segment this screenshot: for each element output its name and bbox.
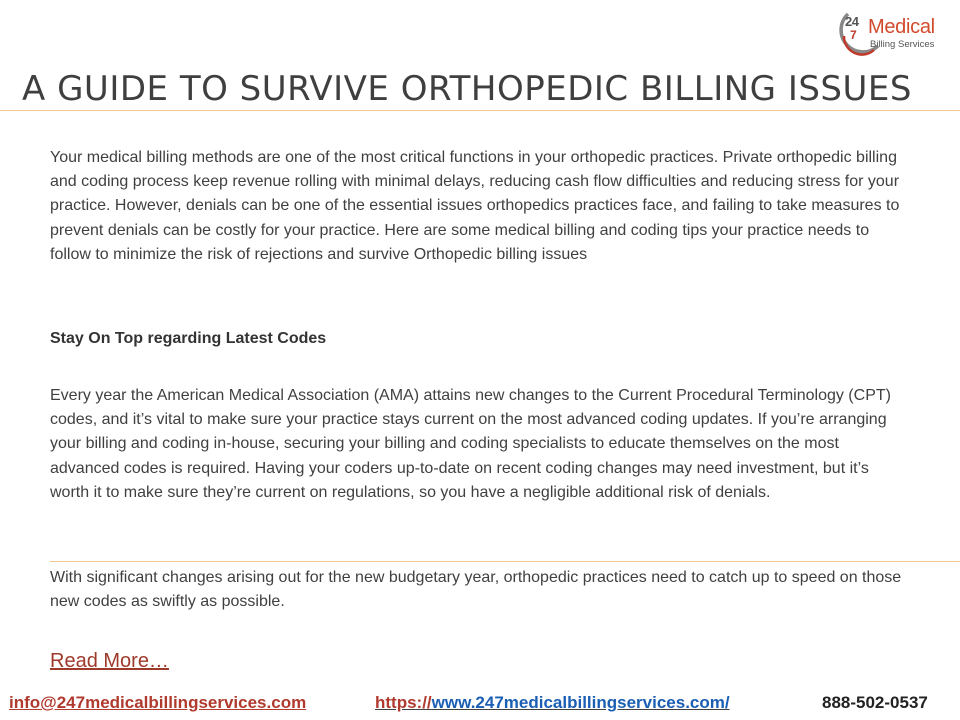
logo-brand: Medical bbox=[868, 16, 935, 38]
footer-email-link[interactable]: info@247medicalbillingservices.com bbox=[9, 693, 307, 712]
body-paragraph: Every year the American Medical Association (AMA) attains new changes to the Current Procedural Terminology (CPT) codes, and it’s vital to make sure your practice stays current on the most advanced coding updates. If you’re arranging your billing and coding in-house, securing your billing and coding specialists to educate themselves on the most advanced codes is required. Having your coders up-to-date on recent coding changes may need investment, but it’s worth it to make sure they’re current on regulations, so you have a negligible additional risk of denials. bbox=[50, 387, 891, 501]
intro-paragraph: Your medical billing methods are one of the most critical functions in your orthopedic practices. Private orthopedic billing and coding process keep revenue rolling with minimal delays, reducing cash flow difficulties and reducing stress for your practice. However, denials can be one of the essential issues orthopedics practices face, and failing to take measures to prevent denials can be costly for your practice. Here are some medical billing and coding tips your practice needs to follow to minimize the risk of rejections and survive Orthopedic billing issues bbox=[50, 149, 900, 263]
footer-website-link[interactable] bbox=[375, 693, 730, 713]
footer-phone: 888-502-0537 bbox=[822, 693, 928, 712]
page-title: A GUIDE TO SURVIVE ORTHOPEDIC BILLING ISSUES bbox=[22, 69, 912, 109]
top-divider bbox=[0, 110, 960, 111]
url-domain: www.247medicalbillingservices.com/ bbox=[431, 693, 730, 712]
read-more-link[interactable]: Read More… bbox=[50, 650, 169, 672]
middle-divider bbox=[50, 561, 960, 562]
section-heading: Stay On Top regarding Latest Codes bbox=[50, 330, 327, 347]
url-prefix: https:// bbox=[375, 693, 432, 712]
logo-tagline: Billing Services bbox=[870, 39, 935, 50]
company-logo bbox=[834, 6, 954, 58]
logo-number-7: 7 bbox=[850, 28, 857, 42]
closing-paragraph: With significant changes arising out for the new budgetary year, orthopedic practices need to catch up to speed on those new codes as swiftly as possible. bbox=[50, 569, 902, 611]
logo-number-24: 24 bbox=[845, 14, 859, 29]
